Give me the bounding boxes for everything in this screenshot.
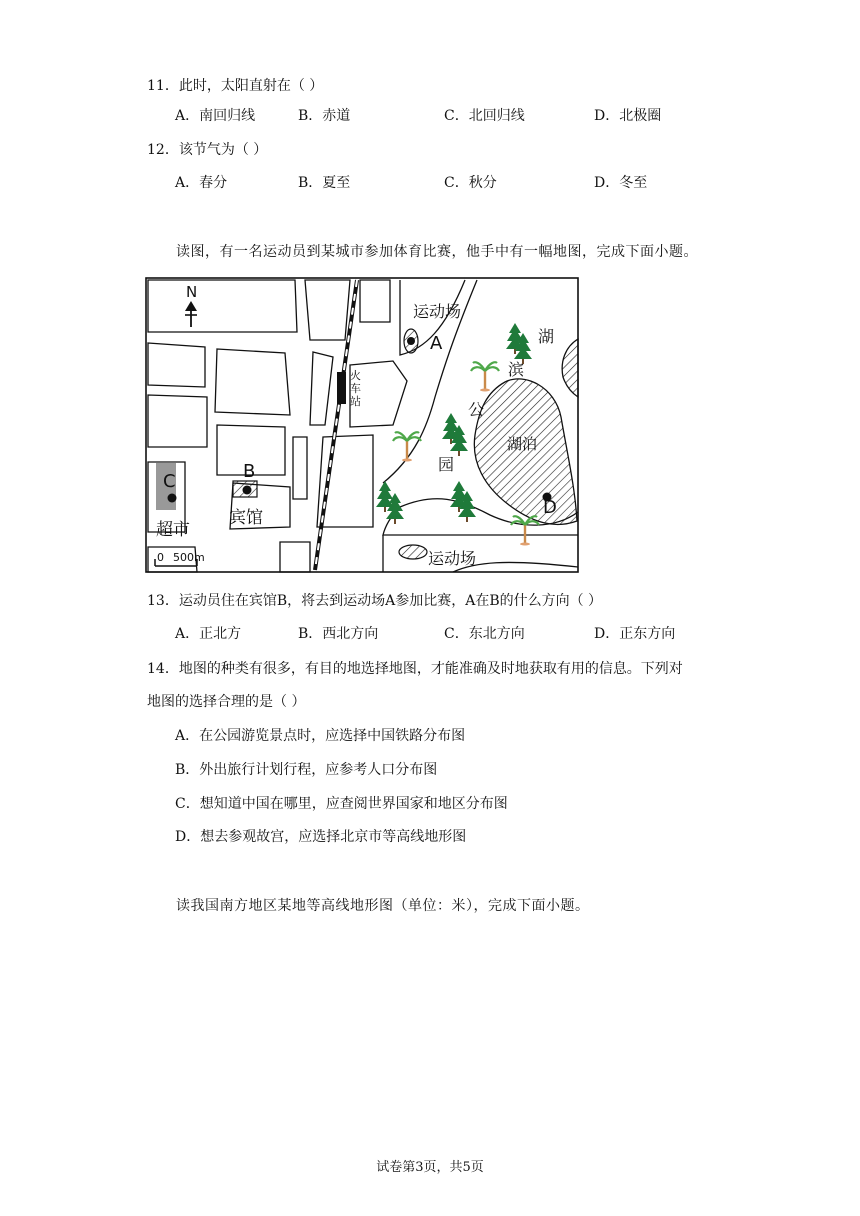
q13-option-c: C．东北方向 — [444, 626, 525, 642]
q12-option-d: D．冬至 — [594, 175, 648, 191]
q14-stem-line1: 14．地图的种类有很多，有目的地选择地图，才能准确及时地获取有用的信息。下列对 — [147, 661, 683, 677]
scale-value: 500m — [173, 551, 205, 564]
stadium-bottom-label: 运动场 — [428, 549, 477, 568]
page-footer: 试卷第3页，共5页 — [376, 1160, 484, 1175]
q12-option-c: C．秋分 — [444, 175, 497, 191]
q14-option-d: D．想去参观故宫，应选择北京市等高线地形图 — [175, 829, 467, 845]
north-label: N — [186, 283, 198, 301]
train-station-label-2: 车 — [350, 382, 361, 395]
q13-stem: 13．运动员住在宾馆B，将去到运动场A参加比赛，A在B的什么方向（ ） — [147, 593, 603, 609]
supermarket-label: 超市 — [156, 520, 190, 540]
point-a-label: A — [430, 333, 443, 354]
point-b-label: B — [243, 461, 256, 482]
q14-stem-line2: 地图的选择合理的是（ ） — [147, 694, 306, 710]
q12-stem: 12．该节气为（ ） — [147, 142, 268, 158]
scale-zero: 0 — [157, 551, 164, 564]
train-station-label-3: 站 — [350, 395, 361, 408]
train-station-label-1: 火 — [350, 369, 361, 382]
lakeside-label-2: 滨 — [508, 360, 525, 379]
q11-option-b: B．赤道 — [298, 108, 351, 124]
q11-option-c: C．北回归线 — [444, 108, 525, 124]
stadium-bottom-icon — [399, 545, 427, 559]
q11-stem: 11．此时，太阳直射在（ ） — [147, 78, 324, 94]
q14-option-a: A．在公园游览景点时，应选择中国铁路分布图 — [175, 728, 466, 744]
park-label-1: 公 — [468, 400, 485, 419]
lakeside-label-1: 湖 — [538, 327, 555, 346]
q14-option-c: C．想知道中国在哪里，应查阅世界国家和地区分布图 — [175, 796, 508, 812]
point-c-dot — [168, 494, 177, 503]
q14-option-b: B．外出旅行计划行程，应参考人口分布图 — [175, 762, 438, 778]
q13-option-a: A．正北方 — [175, 626, 242, 642]
point-c-label: C — [163, 471, 176, 492]
point-b-dot — [243, 486, 252, 495]
point-d-label: D — [543, 497, 557, 518]
q13-option-b: B．西北方向 — [298, 626, 379, 642]
city-map — [145, 277, 579, 573]
intro-contour-question: 读我国南方地区某地等高线地形图（单位：米），完成下面小题。 — [176, 898, 590, 914]
q11-option-a: A．南回归线 — [175, 108, 256, 124]
q13-option-d: D．正东方向 — [594, 626, 676, 642]
lake-label: 湖泊 — [507, 435, 538, 453]
q12-option-b: B．夏至 — [298, 175, 351, 191]
q11-option-d: D．北极圈 — [594, 108, 662, 124]
intro-map-question: 读图，有一名运动员到某城市参加体育比赛，他手中有一幅地图，完成下面小题。 — [176, 244, 698, 260]
stadium-top-label: 运动场 — [413, 302, 462, 321]
point-a-dot — [407, 337, 415, 345]
q12-option-a: A．春分 — [175, 175, 228, 191]
park-label-2: 园 — [438, 455, 455, 474]
hotel-label: 宾馆 — [229, 508, 263, 528]
train-station-icon — [337, 372, 346, 404]
